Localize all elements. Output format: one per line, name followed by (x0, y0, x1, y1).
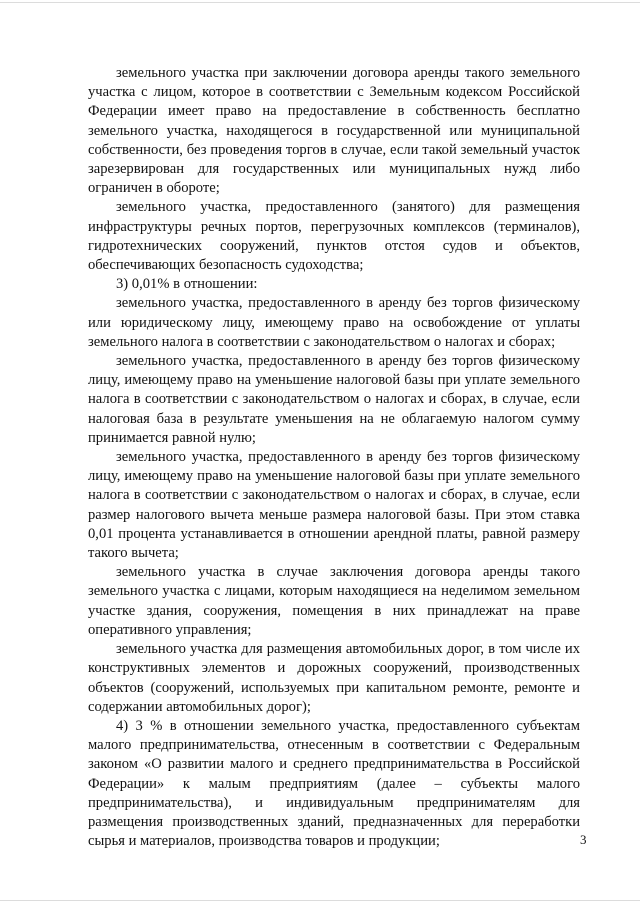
paragraph: земельного участка, предоставленного (занятого) для размещения инфраструктуры речных портов, перегрузочных комплексов (терминалов), гидротехнических сооружений, пунктов отстоя судов и объектов, обеспечивающих безопасность судоходства; (88, 199, 580, 274)
scan-edge-top (0, 2, 640, 3)
body-text (88, 64, 580, 851)
paragraph: земельного участка в случае заключения договора аренды такого земельного участка с лицами, которым находящиеся на неделимом земельном участке здания, сооружения, помещения в них принадлежат на праве оперативного управления; (88, 564, 580, 638)
page-number: 3 (580, 832, 587, 847)
scan-edge-bottom (0, 900, 640, 901)
paragraph: земельного участка при заключении договора аренды такого земельного участка с лицом, которое в соответствии с Земельным кодексом Российской Федерации имеет право на предоставление в собственность бесплатно земельного участка, находящегося в государственной или муниципальной собственности, без проведения торгов в случае, если такой земельный участок зарезервирован для государственных или муниципальных нужд либо ограничен в обороте; (88, 65, 580, 197)
paragraph: земельного участка, предоставленного в аренду без торгов физическому лицу, имеющему право на уменьшение налоговой базы при уплате земельного налога в соответствии с законодательством о налогах и сборах, в случае, если размер налогового вычета меньше размера налоговой базы. При этом ставка 0,01 процента устанавливается в отношении арендной платы, равной размеру такого вычета; (88, 449, 580, 562)
paragraph: земельного участка, предоставленного в аренду без торгов физическому или юридическому лицу, имеющему право на освобождение от уплаты земельного налога в соответствии с законодательством о налогах и сборах; (88, 295, 580, 350)
paragraph: земельного участка, предоставленного в аренду без торгов физическому лицу, имеющему право на уменьшение налоговой базы при уплате земельного налога в соответствии с законодательством о налогах и сборах, в случае, если налоговая база в результате уменьшения на не облагаемую налогом сумму принимается равной нулю; (88, 353, 580, 446)
list-item-heading: 3) 0,01% в отношении: (116, 276, 258, 293)
list-item-heading: 4) 3 % в отношении земельного участка, предоставленного субъектам малого предпринимательства, отнесенным в соответствии с Федеральным законом «О развитии малого и среднего предпринимательства в Российской Федерации» к малым предприятиям (далее – субъекты малого предпринимательства), и индивидуальным предпринимателям для размещения производственных зданий, предназначенных для переработки сырья и материалов, производства товаров и продукции; (88, 717, 580, 850)
paragraph: земельного участка для размещения автомобильных дорог, в том числе их конструктивных элементов и дорожных сооружений, производственных объектов (сооружений, используемых при капитальном ремонте, ремонте и содержании автомобильных дорог); (88, 641, 580, 715)
